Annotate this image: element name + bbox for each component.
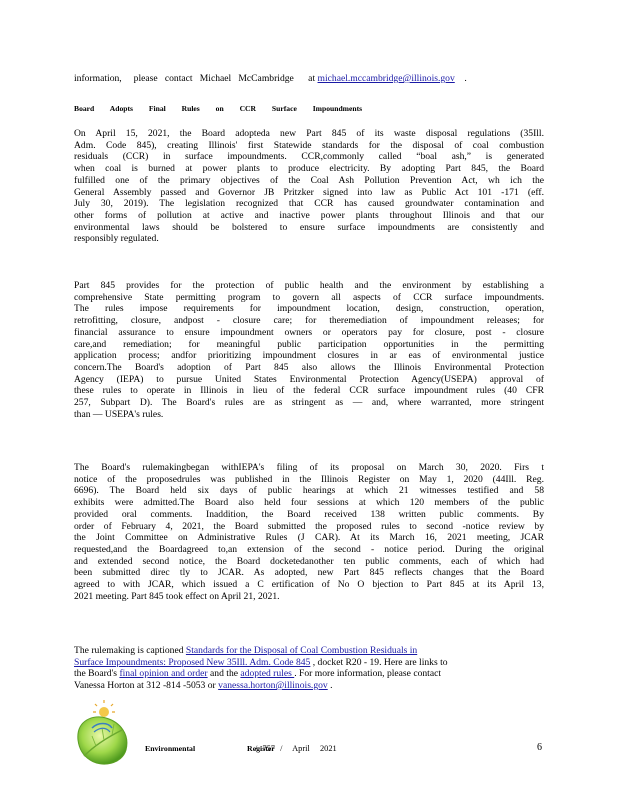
- paragraph-line: Part 845 provides for the protection of public health and the environment by establishing a: [74, 280, 544, 291]
- paragraph-line: than — USEPA's rules.: [74, 408, 164, 420]
- paragraph-line: General Assembly passed and Governor JB Pritzker signed into law as Public Act 101 -171 (eff.: [74, 186, 544, 198]
- standards-title-link[interactable]: Standards for the Disposal of Coal Combustion Residuals in: [185, 645, 418, 656]
- paragraph-line: [74, 645, 544, 657]
- footer-publication-title: Environmental Register: [145, 744, 275, 753]
- paragraph-line: requested,and the Boardagreed to,an extension of the second - notice period. During the original: [74, 543, 544, 555]
- paragraph-line: 257, Subpart D). The Board's rules are as stringent as — and, where warranted, more stringent: [74, 397, 544, 409]
- paragraph-line: [74, 680, 544, 692]
- paragraph-line: The Board's rulemakingbegan withIEPA's filing of its proposal on March 30, 2020. Firs t: [74, 462, 544, 473]
- paragraph-line: order of February 4, 2021, the Board submitted the proposed rules to second -notice review by: [74, 520, 544, 532]
- leaf-logo-icon: [72, 700, 136, 770]
- paragraph-line: when coal is burned at power plants to produce electricity. By adopting Part 845, the Board: [74, 163, 544, 175]
- paragraph-line: [74, 668, 544, 680]
- links-and: and the: [207, 668, 241, 680]
- footer-page-info: / 757 / April 2021: [255, 744, 337, 753]
- paragraph-line: environmental laws should be bolstered to ensure surface impoundments are consistently and: [74, 221, 544, 233]
- paragraph-line: other forms of pollution at active and inactive power plants throughout Illinois and that our: [74, 209, 544, 221]
- paragraph-line: responsibly regulated.: [74, 233, 159, 245]
- paragraph-2: [74, 280, 544, 420]
- paragraph-line: 2021 meeting. Part 845 took effect on April 21, 2021.: [74, 590, 280, 602]
- horton-contact-end: .: [327, 680, 333, 692]
- paragraph-line: financial assurance to ensure impoundment owners or operators pay for closure, post - closure: [74, 326, 544, 338]
- final-opinion-link[interactable]: final opinion and order: [119, 668, 208, 680]
- docket-text: , docket R20 - 19. Here are links to: [310, 656, 448, 668]
- paragraph-line: 6696). The Board held six days of public hearings at which 21 witnesses testified and 58: [74, 485, 544, 497]
- paragraph-line: [74, 657, 544, 669]
- paragraph-line: Adm. Code 845), creating Illinois' first Statewide standards for the disposal of coal combustion: [74, 139, 544, 151]
- horton-email-link[interactable]: vanessa.horton@illinois.gov: [218, 680, 328, 692]
- links-intro: the Board's: [74, 668, 120, 680]
- article-heading: Board Adopts Final Rules on CCR Surface Impoundments: [74, 104, 363, 113]
- paragraph-line: July 30, 2019). The legislation recognized that CCR has caused groundwater contamination and: [74, 198, 544, 210]
- adopted-rules-link[interactable]: adopted rules: [240, 668, 295, 680]
- paragraph-line: concern.The Board's adoption of Part 845 also allows the Illinois Environmental Protection: [74, 361, 544, 373]
- paragraph-line: these rules to operate in Illinois in lieu of the federal CCR surface impoundment rules (40 CFR: [74, 385, 544, 397]
- paragraph-line: notice of the proposedrules was published in the Illinois Register on May 1, 2020 (44Ill. Reg.: [74, 473, 544, 485]
- paragraph-line: Agency (IEPA) to pursue United States Environmental Protection Agency(USEPA) approval of: [74, 373, 544, 385]
- intro-contact-text: information, please contact Michael McCambridge at: [74, 73, 318, 84]
- paragraph-line: the Joint Committee on Administrative Rules (J CAR). At its March 16, 2021 meeting, JCAR: [74, 532, 544, 544]
- paragraph-line: care,and remediation; for meaningful public participation opportunities in the permitting: [74, 338, 544, 350]
- paragraph-line: fulfilled one of the primary objectives of the Coal Ash Pollution Prevention Act, wh ich the: [74, 174, 544, 186]
- mccambridge-email-link[interactable]: michael.mccambridge@illinois.gov: [317, 73, 455, 84]
- paragraph-4: [74, 645, 544, 692]
- intro-contact-line: [74, 73, 544, 84]
- paragraph-line: On April 15, 2021, the Board adopteda new Part 845 of its waste disposal regulations (35Ill.: [74, 128, 544, 139]
- paragraph-line: and extended second notice, the Board docketedanother ten public comments, each of which had: [74, 555, 544, 567]
- paragraph-line: agreed to with JCAR, which issued a C ertification of No O bjection to Part 845 at its April 13,: [74, 579, 544, 591]
- paragraph-line: provided oral comments. Inaddition, the Board received 138 written public comments. By: [74, 508, 544, 520]
- more-info-text: . For more information, please contact: [294, 668, 442, 680]
- paragraph-line: residuals (CCR) in surface impoundments. CCR,commonly called “boal ash,” is generated: [74, 151, 544, 163]
- footer-page-number: 6: [537, 742, 542, 753]
- paragraph-1: [74, 128, 544, 245]
- surface-impoundments-link[interactable]: Surface Impoundments: Proposed New 35Ill. Adm. Code 845: [74, 656, 311, 668]
- intro-contact-end: .: [454, 73, 467, 84]
- paragraph-line: The rules impose requirements for impoundment location, design, construction, operation,: [74, 303, 544, 315]
- horton-contact-text: Vanessa Horton at 312 -814 -5053 or: [74, 680, 219, 692]
- paragraph-3: [74, 462, 544, 602]
- paragraph-line: comprehensive State permitting program to govern all aspects of CCR surface impoundments.: [74, 291, 544, 303]
- paragraph-line: retrofitting, closure, andpost - closure care; for theremediation of impoundment releases; for: [74, 315, 544, 327]
- paragraph-line: application process; andfor prioritizing impoundment closures in ar eas of environmental justice: [74, 350, 544, 362]
- caption-intro: The rulemaking is captioned: [74, 645, 186, 656]
- paragraph-line: exhibits were admitted.The Board also held four sessions at which 120 members of the public: [74, 497, 544, 509]
- paragraph-line: been submitted direc tly to JCAR. As adopted, new Part 845 reflects changes that the Board: [74, 567, 544, 579]
